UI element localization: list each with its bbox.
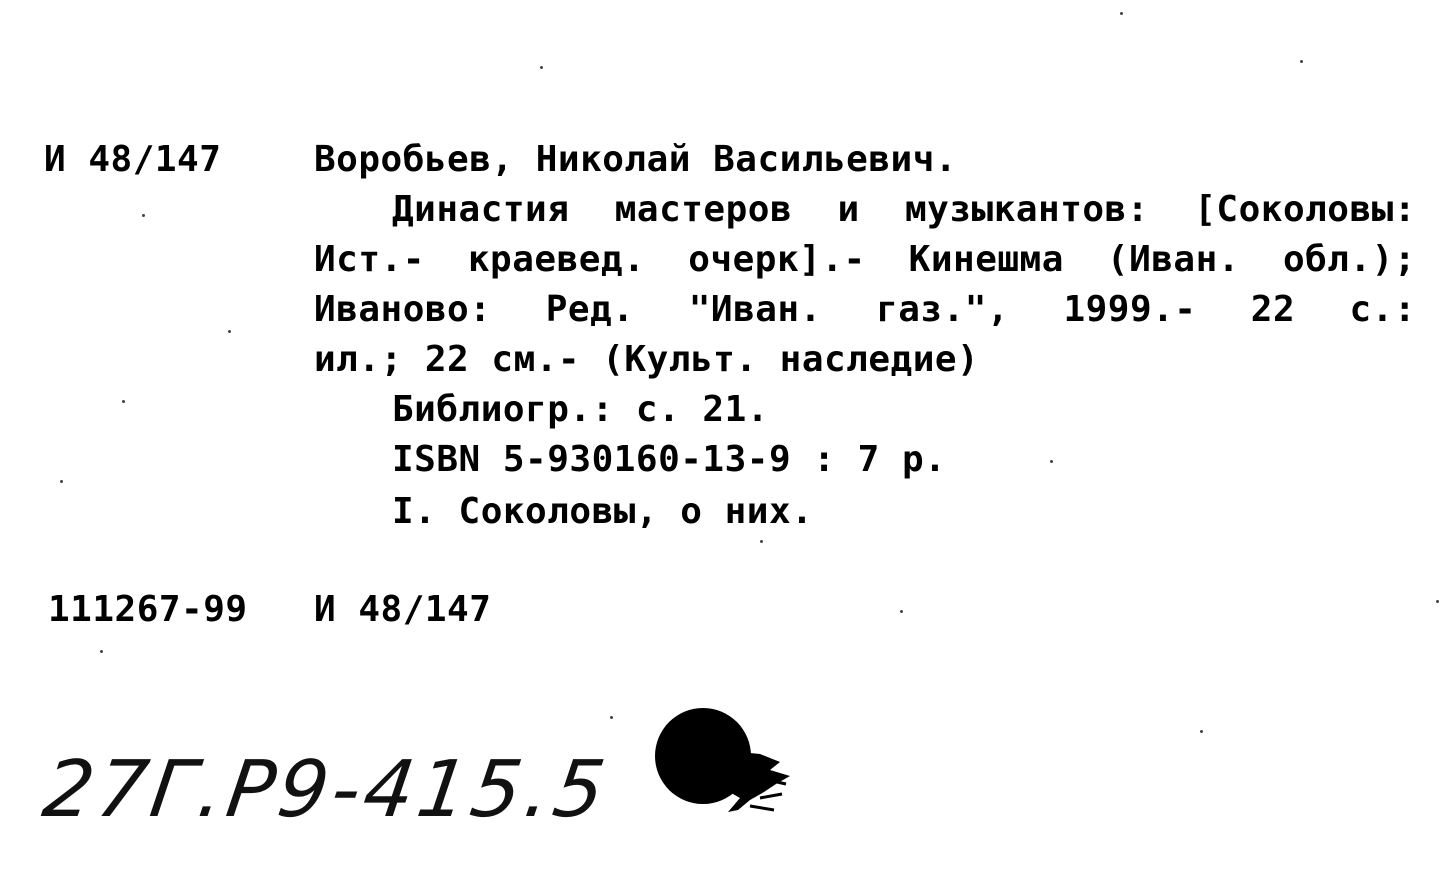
inventory-number: 111267-99 <box>48 589 248 630</box>
handwritten-note: 27Г.Р9-415.5 <box>37 745 614 835</box>
subject-heading: I. Соколовы, о них. <box>392 491 814 532</box>
description-line-4: ил.; 22 см.- (Культ. наследие) <box>314 339 980 380</box>
description-line-2: Ист.- краевед. очерк].- Кинешма (Иван. обл.); <box>314 239 1416 280</box>
punch-hole-tear <box>720 740 810 820</box>
call-number: И 48/147 <box>44 139 222 180</box>
bibliography-note: Библиогр.: с. 21. <box>392 389 769 430</box>
description-line-1: Династия мастеров и музыкантов: [Соколовы: <box>392 189 1416 230</box>
description-line-3: Иваново: Ред. "Иван. газ.", 1999.- 22 с.: <box>314 289 1416 330</box>
isbn-line: ISBN 5-930160-13-9 : 7 р. <box>392 439 947 480</box>
author-heading: Воробьев, Николай Васильевич. <box>314 139 958 180</box>
call-number-bottom: И 48/147 <box>314 589 492 630</box>
